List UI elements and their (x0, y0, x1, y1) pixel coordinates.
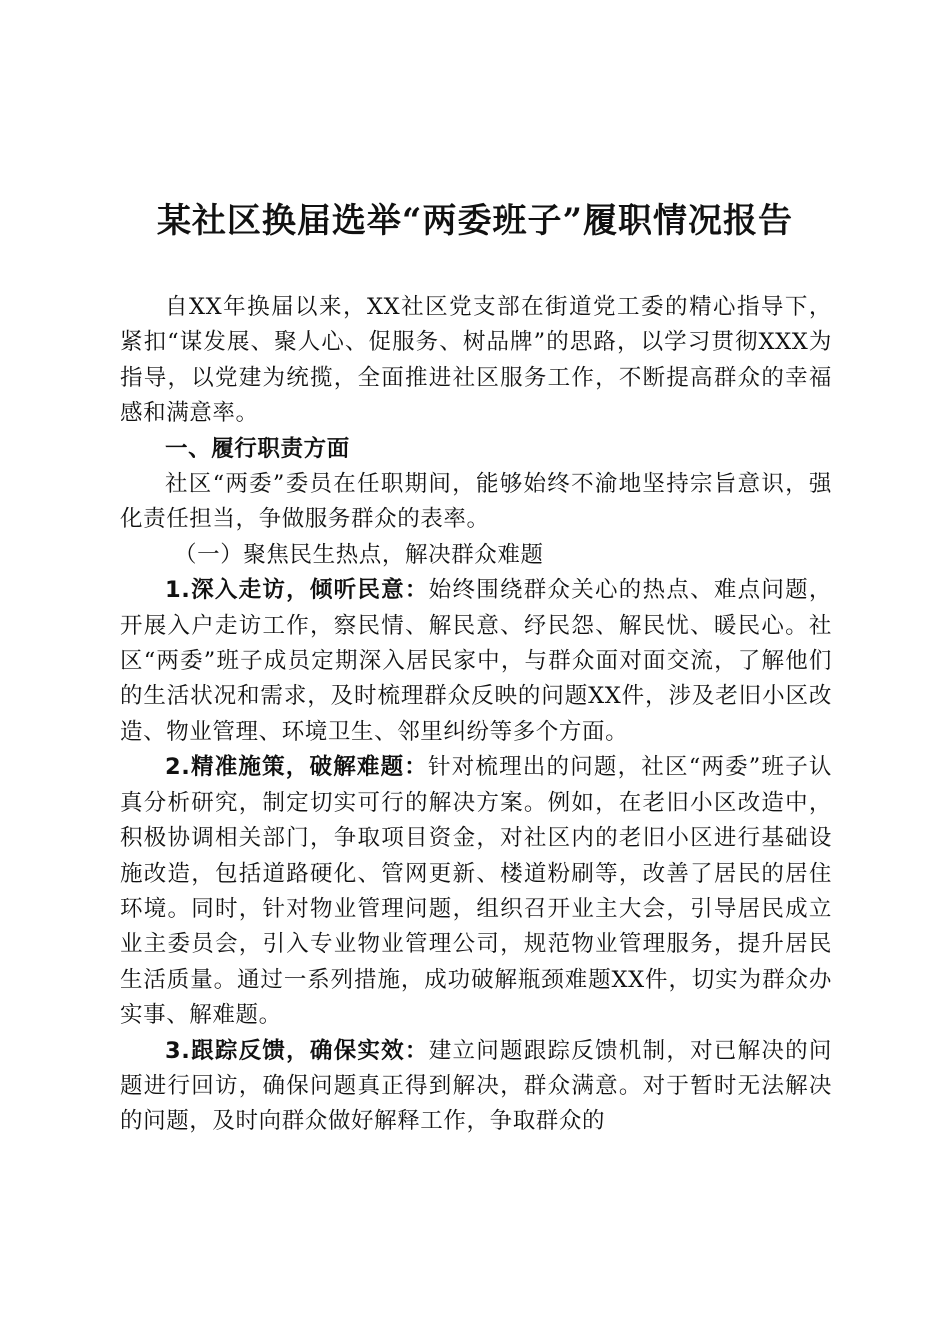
item-text-3: 建立问题跟踪反馈机制，对已解决的问题进行回访，确保问题真正得到解决，群众满意。对于暂时无法解决的问题，及时向群众做好解释工作，争取群众的 (120, 1037, 833, 1135)
item-lead-3: 3.跟踪反馈，确保实效： (165, 1037, 429, 1064)
section-intro-paragraph: 社区“两委”委员在任职期间，能够始终不渝地坚持宗旨意识，强化责任担当，争做服务群众的表率。 (120, 471, 832, 533)
item-paragraph-3 (120, 1034, 832, 1140)
item-lead-1: 1.深入走访，倾听民意： (165, 577, 429, 604)
item-paragraph-2 (120, 750, 832, 1033)
section-heading: 一、履行职责方面 (165, 435, 350, 462)
intro-paragraph: 自XX年换届以来，XX社区党支部在街道党工委的精心指导下，紧扣“谋发展、聚人心、促服务、树品牌”的思路，以学习贯彻XXX为指导，以党建为统揽，全面推进社区服务工作，不断提高群众的幸福感和满意率。 (120, 294, 832, 427)
item-text-2: 针对梳理出的问题，社区“两委”班子认真分析研究，制定切实可行的解决方案。例如，在老旧小区改造中，积极协调相关部门，争取项目资金，对社区内的老旧小区进行基础设施改造，包括道路硬化、管网更新、楼道粉刷等，改善了居民的居住环境。同时，针对物业管理问题，组织召开业主大会，引导居民成立业主委员会，引入专业物业管理公司，规范物业管理服务，提升居民生活质量。通过一系列措施，成功破解瓶颈难题XX件，切实为群众办实事、解难题。 (120, 754, 832, 1029)
item-paragraph-1 (120, 573, 832, 750)
item-lead-2: 2.精准施策，破解难题： (165, 754, 428, 781)
item-text-1: 始终围绕群众关心的热点、难点问题，开展入户走访工作，察民情、解民意、纾民怨、解民忧、暖民心。社区“两委”班子成员定期深入居民家中，与群众面对面交流，了解他们的生活状况和需求，及时梳理群众反映的问题XX件，涉及老旧小区改造、物业管理、环境卫生、邻里纠纷等多个方面。 (120, 577, 833, 745)
subsection-heading: （一）聚焦民生热点，解决群众难题 (174, 541, 544, 568)
document-body (120, 290, 832, 1140)
document-title: 某社区换届选举“两委班子”履职情况报告 (156, 201, 794, 241)
